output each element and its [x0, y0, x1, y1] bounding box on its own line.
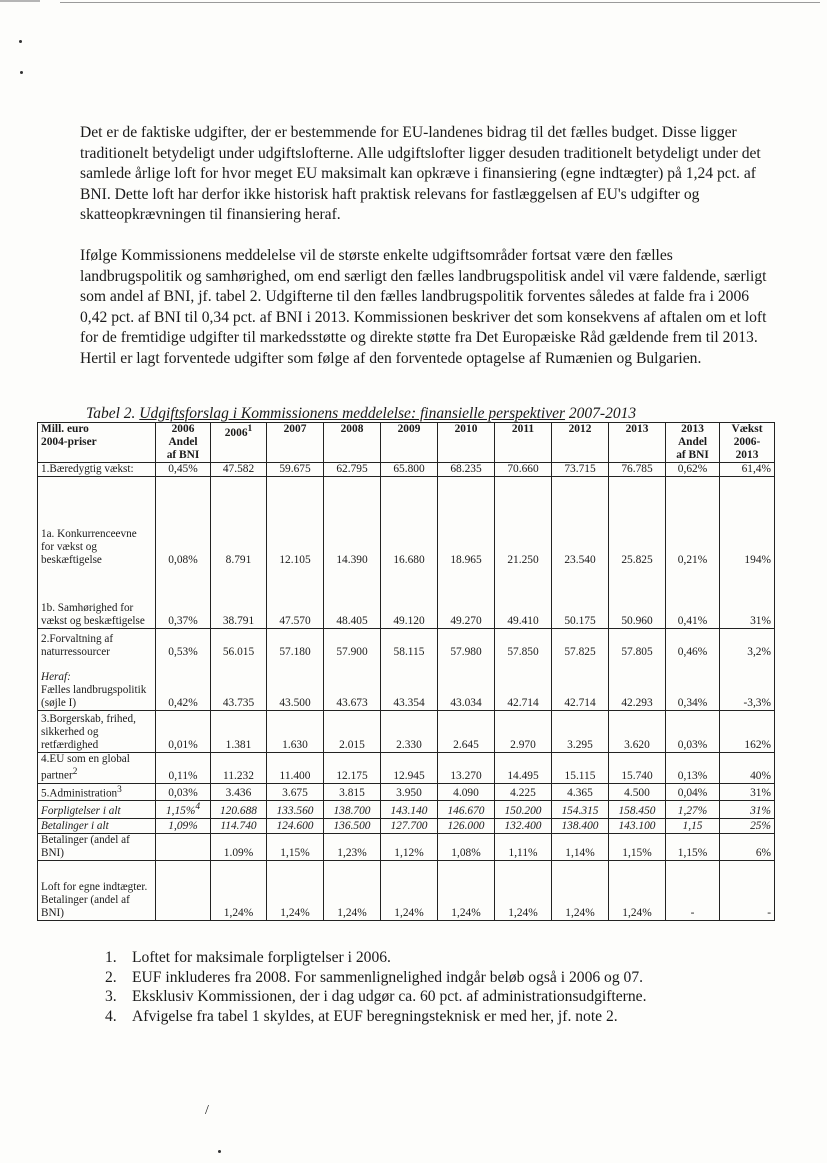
pen-mark: /	[205, 1103, 209, 1118]
caption-prefix: Tabel 2.	[86, 405, 140, 422]
table-cell: 194%	[720, 477, 775, 567]
table-cell: 1,08%	[438, 834, 495, 861]
table-cell: 73.715	[552, 463, 609, 477]
table-cell: 50.960	[609, 567, 666, 629]
header-2011: 2011	[495, 423, 552, 463]
header-2013-share: 2013 Andel af BNI	[666, 423, 720, 463]
scan-speck	[218, 1150, 221, 1153]
table-cell: -	[720, 861, 775, 921]
row-label: Betalinger i alt	[38, 819, 156, 834]
table-cell: 1,24%	[324, 861, 381, 921]
table-cell: 4.500	[609, 783, 666, 801]
scan-speck	[19, 40, 22, 43]
table-cell: 3.815	[324, 783, 381, 801]
table-cell: 1,14%	[552, 834, 609, 861]
table-cell: 18.965	[438, 477, 495, 567]
paragraph-commission-communication: Ifølge Kommissionens meddelelse vil de største enkelte udgiftsområder fortsat være den fælles landbrugspolitik og samhørighed, om end særligt den fælles landbrugspolitisk andel vil være faldende, særligt som andel af BNI, jf. tabel 2. Udgifterne til den fælles landbrugspolitik forventes således at falde fra i 2006 0,42 pct. af BNI til 0,34 pct. af BNI i 2013. Kommissionen beskriver det som konsekvens af aftalen om et loft for de fremtidige udgifter til markedsstøtte og direkte støtte fra Det Europæiske Råd gældende frem til 2013. Hertil er lagt forventede udgifter som følge af den forventede optagelse af Rumænien og Bulgarien.	[80, 247, 767, 367]
header-2007: 2007	[267, 423, 324, 463]
table-caption	[86, 405, 636, 423]
header-2012: 2012	[552, 423, 609, 463]
table-cell: -	[666, 861, 720, 921]
table-cell: 25%	[720, 819, 775, 834]
table-cell: 12.945	[381, 753, 438, 784]
table-cell: 58.115	[381, 629, 438, 659]
table-cell: 1,23%	[324, 834, 381, 861]
header-2006-share: 2006 Andel af BNI	[156, 423, 211, 463]
table-cell: 43.735	[211, 659, 267, 711]
table-cell: 15.740	[609, 753, 666, 784]
table-cell: 15.115	[552, 753, 609, 784]
table-cell: 3.295	[552, 711, 609, 753]
table-cell: 1,24%	[495, 861, 552, 921]
row-label: Heraf: Fælles landbrugspolitik (søjle I)	[38, 659, 156, 711]
table-cell: 49.120	[381, 567, 438, 629]
table-cell: 126.000	[438, 819, 495, 834]
row-label: 1a. Konkurrenceevne for vækst og beskæftigelse	[38, 477, 156, 567]
table-cell: 6%	[720, 834, 775, 861]
table-cell: 57.850	[495, 629, 552, 659]
table-cell: 143.100	[609, 819, 666, 834]
table-row	[38, 783, 775, 801]
table-cell: 31%	[720, 567, 775, 629]
table-cell: 42.293	[609, 659, 666, 711]
table-cell: 1,12%	[381, 834, 438, 861]
table-cell: 57.825	[552, 629, 609, 659]
table-cell: 2.645	[438, 711, 495, 753]
table-cell: 150.200	[495, 801, 552, 819]
table-cell: 61,4%	[720, 463, 775, 477]
table-cell: 11.400	[267, 753, 324, 784]
footnote-4: 4. Afvigelse fra tabel 1 skyldes, at EUF beregningsteknisk er med her, jf. note 2.	[105, 1007, 618, 1025]
table-row	[38, 477, 775, 567]
table-cell: 0,03%	[666, 711, 720, 753]
table-row	[38, 659, 775, 711]
table-cell: 1,11%	[495, 834, 552, 861]
table-cell: 2.970	[495, 711, 552, 753]
scan-speck	[20, 71, 23, 74]
table-cell: 0,21%	[666, 477, 720, 567]
table-cell: 1.630	[267, 711, 324, 753]
table-cell: 127.700	[381, 819, 438, 834]
table-cell: 0,42%	[156, 659, 211, 711]
footnote-3: 3. Eksklusiv Kommissionen, der i dag udgør ca. 60 pct. af administrationsudgifterne.	[105, 988, 647, 1006]
table-cell: 31%	[720, 801, 775, 819]
table-cell: 57.805	[609, 629, 666, 659]
table-cell: 0,08%	[156, 477, 211, 567]
table-cell: 1,24%	[552, 861, 609, 921]
table-cell: 3.675	[267, 783, 324, 801]
row-label: Loft for egne indtægter. Betalinger (andel af BNI)	[38, 861, 156, 921]
table-row	[38, 629, 775, 659]
table-cell: 0,37%	[156, 567, 211, 629]
table-cell	[156, 834, 211, 861]
header-2006: 2006$^1$	[211, 423, 267, 463]
table-cell: 40%	[720, 753, 775, 784]
table-cell: 43.034	[438, 659, 495, 711]
table-row	[38, 819, 775, 834]
table-row	[38, 567, 775, 629]
budget-table	[37, 422, 775, 921]
row-label: 1.Bæredygtig vækst:	[38, 463, 156, 477]
table-cell: 1,24%	[267, 861, 324, 921]
footnote-1: 1. Loftet for maksimale forpligtelser i 2006.	[105, 949, 391, 966]
header-growth: Vækst 2006- 2013	[720, 423, 775, 463]
table-cell: 0,46%	[666, 629, 720, 659]
unit-header: Mill. euro 2004-priser	[38, 423, 156, 463]
table-row	[38, 801, 775, 819]
table-cell: 14.495	[495, 753, 552, 784]
table-cell: 2.015	[324, 711, 381, 753]
table-cell: 47.570	[267, 567, 324, 629]
row-label: 3.Borgerskab, frihed, sikkerhed og retfærdighed	[38, 711, 156, 753]
table-cell: 65.800	[381, 463, 438, 477]
table-cell: 1,15%	[609, 834, 666, 861]
table-cell: 2.330	[381, 711, 438, 753]
table-cell: 3.950	[381, 783, 438, 801]
scan-edge-mark	[0, 0, 40, 2]
footnote-2: 2. EUF inkluderes fra 2008. For sammenlignelighed indgår beløb også i 2006 og 07.	[105, 968, 644, 986]
table-cell: 12.175	[324, 753, 381, 784]
table-cell: 31%	[720, 783, 775, 801]
table-cell: 0,04%	[666, 783, 720, 801]
table-cell: 76.785	[609, 463, 666, 477]
table-cell: 21.250	[495, 477, 552, 567]
table-cell: 0,41%	[666, 567, 720, 629]
table-cell: 59.675	[267, 463, 324, 477]
table-cell: 13.270	[438, 753, 495, 784]
row-label: Betalinger (andel af BNI)	[38, 834, 156, 861]
table-cell: 43.673	[324, 659, 381, 711]
table-cell: 57.980	[438, 629, 495, 659]
table-cell: 1,09%	[156, 819, 211, 834]
table-cell: 1,15%	[267, 834, 324, 861]
table-cell: 3,2%	[720, 629, 775, 659]
table-cell: 1.09%	[211, 834, 267, 861]
table-cell: 124.600	[267, 819, 324, 834]
table-row	[38, 753, 775, 784]
table-cell: 146.670	[438, 801, 495, 819]
table-row	[38, 861, 775, 921]
table-cell: 70.660	[495, 463, 552, 477]
table-cell: 1.381	[211, 711, 267, 753]
table-cell: 23.540	[552, 477, 609, 567]
table-cell: 4.365	[552, 783, 609, 801]
table-cell: 11.232	[211, 753, 267, 784]
table-cell: 16.680	[381, 477, 438, 567]
table-cell: 1,24%	[211, 861, 267, 921]
row-label: 2.Forvaltning af naturressourcer	[38, 629, 156, 659]
table-cell: 1,24%	[609, 861, 666, 921]
row-label: 4.EU som en global partner$^2$	[38, 753, 156, 784]
row-label: 1b. Samhørighed for vækst og beskæftigelse	[38, 567, 156, 629]
table-header-row	[38, 423, 775, 463]
table-cell: 49.270	[438, 567, 495, 629]
table-cell: 0,53%	[156, 629, 211, 659]
table-cell: 1,15	[666, 819, 720, 834]
caption-period: 2007-2013	[565, 405, 637, 422]
table-cell: 0,03%	[156, 783, 211, 801]
table-cell: 0,34%	[666, 659, 720, 711]
table-cell: 43.354	[381, 659, 438, 711]
table-cell: 50.175	[552, 567, 609, 629]
table-cell: 0,11%	[156, 753, 211, 784]
table-cell: 42.714	[495, 659, 552, 711]
table-cell: 0,62%	[666, 463, 720, 477]
table-cell: 132.400	[495, 819, 552, 834]
header-2010: 2010	[438, 423, 495, 463]
header-2013: 2013	[609, 423, 666, 463]
table-cell	[156, 861, 211, 921]
table-cell: 1,27%	[666, 801, 720, 819]
table-row	[38, 834, 775, 861]
table-cell: 114.740	[211, 819, 267, 834]
table-cell: 14.390	[324, 477, 381, 567]
header-rule	[60, 2, 820, 3]
table-row	[38, 711, 775, 753]
table-cell: 1,24%	[438, 861, 495, 921]
table-cell: 1,15%$^4$	[156, 801, 211, 819]
table-cell: 143.140	[381, 801, 438, 819]
table-cell: 8.791	[211, 477, 267, 567]
table-cell: 49.410	[495, 567, 552, 629]
table-cell: 154.315	[552, 801, 609, 819]
table-cell: 62.795	[324, 463, 381, 477]
table-cell: 56.015	[211, 629, 267, 659]
table-cell: 4.225	[495, 783, 552, 801]
table-cell: -3,3%	[720, 659, 775, 711]
table-cell: 120.688	[211, 801, 267, 819]
table-cell: 136.500	[324, 819, 381, 834]
table-cell: 133.560	[267, 801, 324, 819]
table-cell: 3.436	[211, 783, 267, 801]
table-cell: 38.791	[211, 567, 267, 629]
table-cell: 48.405	[324, 567, 381, 629]
table-cell: 138.700	[324, 801, 381, 819]
table-cell: 47.582	[211, 463, 267, 477]
table-cell: 162%	[720, 711, 775, 753]
row-label: Forpligtelser i alt	[38, 801, 156, 819]
table-cell: 68.235	[438, 463, 495, 477]
table-cell: 12.105	[267, 477, 324, 567]
table-row	[38, 463, 775, 477]
table-cell: 0,01%	[156, 711, 211, 753]
header-2008: 2008	[324, 423, 381, 463]
footnotes	[105, 948, 785, 1026]
table-cell: 42.714	[552, 659, 609, 711]
table-cell: 1,15%	[666, 834, 720, 861]
table-cell: 0,13%	[666, 753, 720, 784]
table-cell: 0,45%	[156, 463, 211, 477]
row-label: 5.Administration$^3$	[38, 783, 156, 801]
table-cell: 3.620	[609, 711, 666, 753]
table-cell: 138.400	[552, 819, 609, 834]
paragraph-budget-ceilings: Det er de faktiske udgifter, der er bestemmende for EU-landenes bidrag til det fælles budget. Disse ligger traditionelt betydeligt under udgiftslofterne. Alle udgiftslofter ligger desuden traditionelt betydeligt under det samlede årlige loft for hvor meget EU maksimalt kan opkræve i finansiering (egne indtægter) på 1,24 pct. af BNI. Dette loft har derfor ikke historisk haft praktisk relevans for fastlæggelsen af EU's udgifter og skatteopkrævningen til finansiering heraf.	[80, 124, 761, 223]
table-cell: 25.825	[609, 477, 666, 567]
table-cell: 4.090	[438, 783, 495, 801]
table-cell: 43.500	[267, 659, 324, 711]
caption-title: Udgiftsforslag i Kommissionens meddelelse: finansielle perspektiver	[139, 405, 566, 422]
table-cell: 158.450	[609, 801, 666, 819]
table-cell: 1,24%	[381, 861, 438, 921]
table-cell: 57.900	[324, 629, 381, 659]
table-cell: 57.180	[267, 629, 324, 659]
header-2009: 2009	[381, 423, 438, 463]
